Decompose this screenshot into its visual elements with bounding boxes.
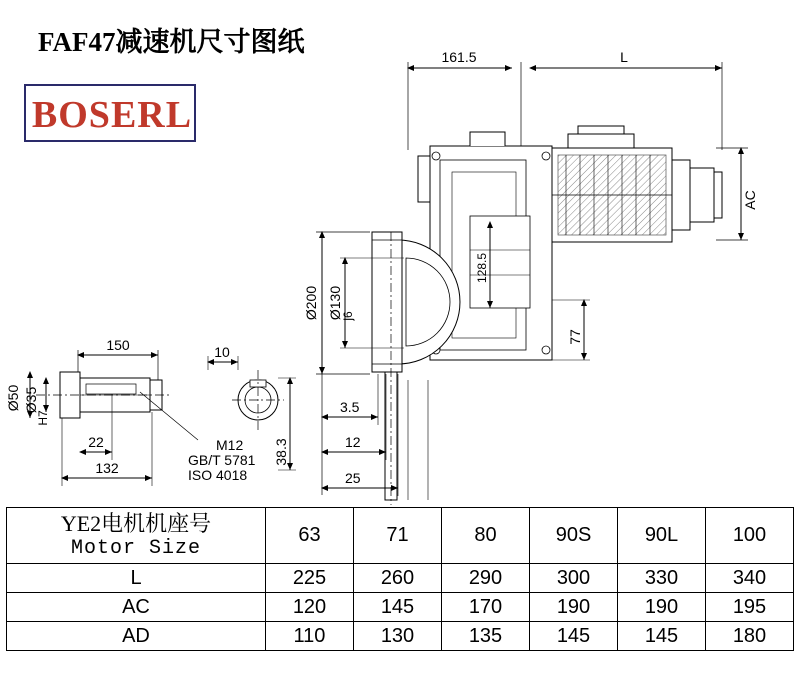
table-row-label: AC bbox=[7, 593, 266, 622]
table-cell: 145 bbox=[354, 593, 442, 622]
label-standard-gb: GB/T 5781 bbox=[188, 452, 256, 468]
dim-22: 22 bbox=[88, 434, 104, 450]
page-title: FAF47减速机尺寸图纸 bbox=[38, 27, 305, 57]
table-header-cell: 71 bbox=[354, 508, 442, 564]
dim-bore-inner: Ø130 bbox=[327, 285, 343, 321]
main-assembly-view bbox=[30, 62, 748, 505]
table-cell: 330 bbox=[618, 564, 706, 593]
table-row-label: L bbox=[7, 564, 266, 593]
table-cell: 225 bbox=[266, 564, 354, 593]
table-header-label-en: Motor Size bbox=[70, 536, 202, 560]
table-cell: 300 bbox=[530, 564, 618, 593]
table-cell: 120 bbox=[266, 593, 354, 622]
logo-text: BOSERL bbox=[31, 94, 193, 136]
dim-10: 10 bbox=[214, 344, 230, 360]
table-cell: 180 bbox=[706, 622, 794, 651]
table-row bbox=[7, 593, 794, 622]
table-cell: 110 bbox=[266, 622, 354, 651]
table-cell: 190 bbox=[530, 593, 618, 622]
table-header-cell: 90L bbox=[618, 508, 706, 564]
label-standard-iso: ISO 4018 bbox=[188, 467, 248, 483]
table-header-cell: 63 bbox=[266, 508, 354, 564]
specification-table bbox=[6, 507, 794, 651]
dim-128-5: 128.5 bbox=[475, 252, 489, 284]
dim-bore-outer: Ø200 bbox=[303, 285, 319, 321]
table-cell: 290 bbox=[442, 564, 530, 593]
table-cell: 145 bbox=[618, 622, 706, 651]
dim-161-5: 161.5 bbox=[441, 49, 477, 65]
dim-shaft-d2-tol: H7 bbox=[36, 410, 50, 426]
table-header-row bbox=[7, 508, 794, 564]
table-cell: 340 bbox=[706, 564, 794, 593]
table-cell: 260 bbox=[354, 564, 442, 593]
table-cell: 130 bbox=[354, 622, 442, 651]
dim-132: 132 bbox=[95, 460, 119, 476]
dim-shaft-d1: Ø50 bbox=[5, 384, 21, 412]
table-row-label: AD bbox=[7, 622, 266, 651]
dim-shaft-d2: Ø35 bbox=[23, 386, 39, 414]
table-cell: 190 bbox=[618, 593, 706, 622]
table-cell: 145 bbox=[530, 622, 618, 651]
table-header-cell: 100 bbox=[706, 508, 794, 564]
table-cell: 170 bbox=[442, 593, 530, 622]
table-cell: 135 bbox=[442, 622, 530, 651]
table-header-label-cn: YE2电机机座号 bbox=[60, 510, 212, 536]
table-row bbox=[7, 564, 794, 593]
dim-3-5: 3.5 bbox=[340, 399, 360, 415]
dim-12: 12 bbox=[345, 434, 361, 450]
label-thread: M12 bbox=[216, 437, 244, 453]
dim-150: 150 bbox=[106, 337, 130, 353]
dim-25: 25 bbox=[345, 470, 361, 486]
table-header-cell: 90S bbox=[530, 508, 618, 564]
table-row bbox=[7, 622, 794, 651]
dim-AC: AC bbox=[742, 190, 758, 210]
dim-38-3: 38.3 bbox=[273, 438, 289, 466]
dim-77: 77 bbox=[567, 329, 583, 345]
table-header-label bbox=[7, 508, 266, 564]
output-flange bbox=[372, 232, 460, 505]
motor-body bbox=[552, 126, 722, 242]
table-header-cell: 80 bbox=[442, 508, 530, 564]
table-cell: 195 bbox=[706, 593, 794, 622]
lower-step-dimensions bbox=[322, 374, 428, 500]
dim-L: L bbox=[620, 49, 628, 65]
dim-bore-inner-tol: j6 bbox=[341, 311, 355, 321]
